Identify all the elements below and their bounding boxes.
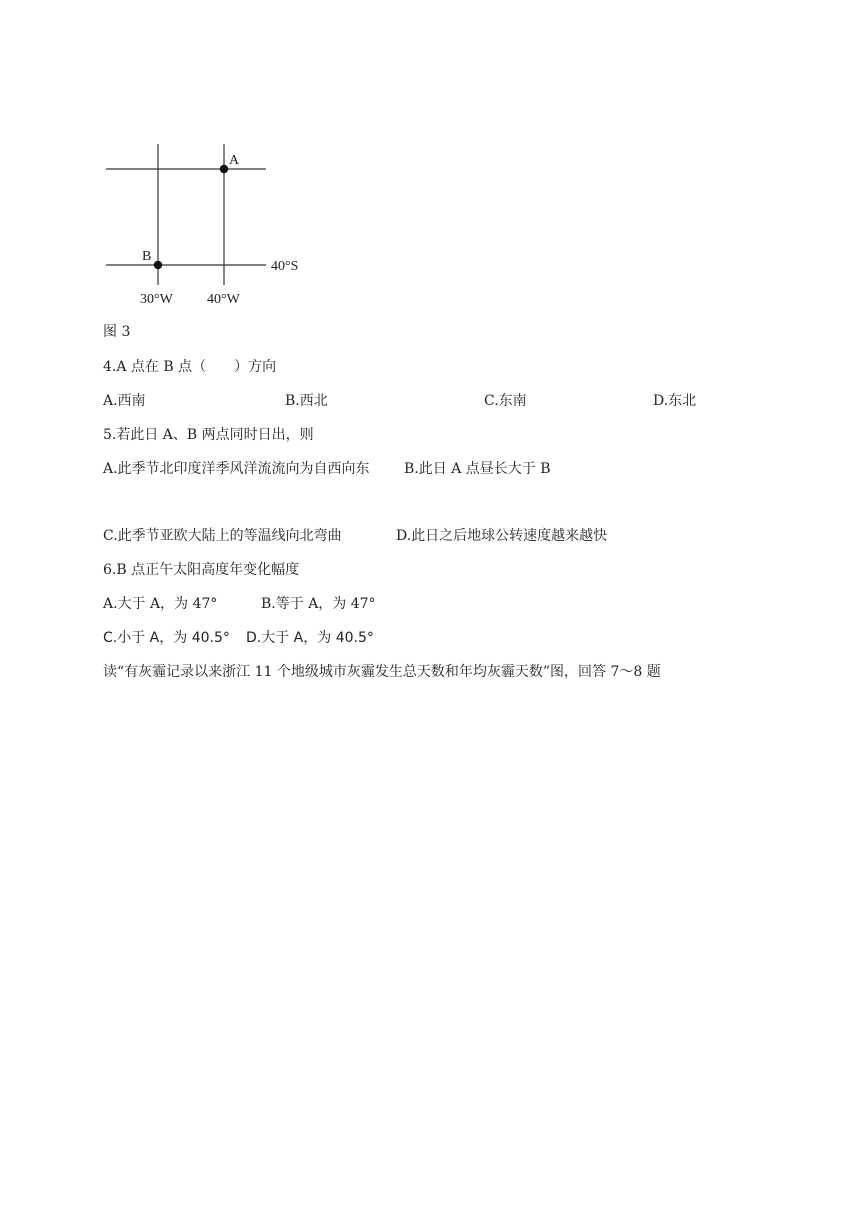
latitude-label: 40°S bbox=[271, 259, 299, 274]
question-7-8-intro: 读“有灰霾记录以来浙江 11 个地级城市灰霾发生总天数和年均灰霾天数”图，回答 7～8 题 bbox=[103, 664, 661, 680]
question-5-option-a: A.此季节北印度洋季风洋流流向为自西向东 bbox=[103, 461, 370, 477]
question-4-option-c: C.东南 bbox=[484, 393, 527, 409]
coordinate-figure bbox=[100, 140, 320, 315]
question-6-stem: 6.B 点正午太阳高度年变化幅度 bbox=[103, 562, 300, 578]
question-5-stem: 5.若此日 A、B 两点同时日出，则 bbox=[103, 427, 314, 443]
question-4-option-d: D.东北 bbox=[653, 393, 697, 409]
question-4-option-b: B.西北 bbox=[285, 393, 328, 409]
question-5-option-d: D.此日之后地球公转速度越来越快 bbox=[396, 528, 608, 544]
question-6-option-d: D.大于 A，为 40.5° bbox=[246, 630, 374, 646]
point-a-label: A bbox=[229, 153, 240, 168]
point-b-dot bbox=[154, 261, 162, 269]
question-6-option-a: A.大于 A，为 47° bbox=[103, 596, 218, 612]
question-4-stem: 4.A 点在 B 点（ ）方向 bbox=[103, 359, 277, 375]
question-5-option-c: C.此季节亚欧大陆上的等温线向北弯曲 bbox=[103, 528, 342, 544]
point-a-dot bbox=[220, 165, 228, 173]
grid-diagram bbox=[100, 140, 320, 315]
question-6-option-b: B.等于 A，为 47° bbox=[261, 596, 376, 612]
longitude-30w-label: 30°W bbox=[140, 292, 173, 307]
figure-caption: 图 3 bbox=[103, 324, 131, 340]
point-b-label: B bbox=[142, 249, 152, 264]
question-5-option-b: B.此日 A 点昼长大于 B bbox=[404, 461, 551, 477]
question-4-option-a: A.西南 bbox=[103, 393, 146, 409]
question-6-option-c: C.小于 A，为 40.5° bbox=[103, 630, 230, 646]
longitude-40w-label: 40°W bbox=[207, 292, 240, 307]
